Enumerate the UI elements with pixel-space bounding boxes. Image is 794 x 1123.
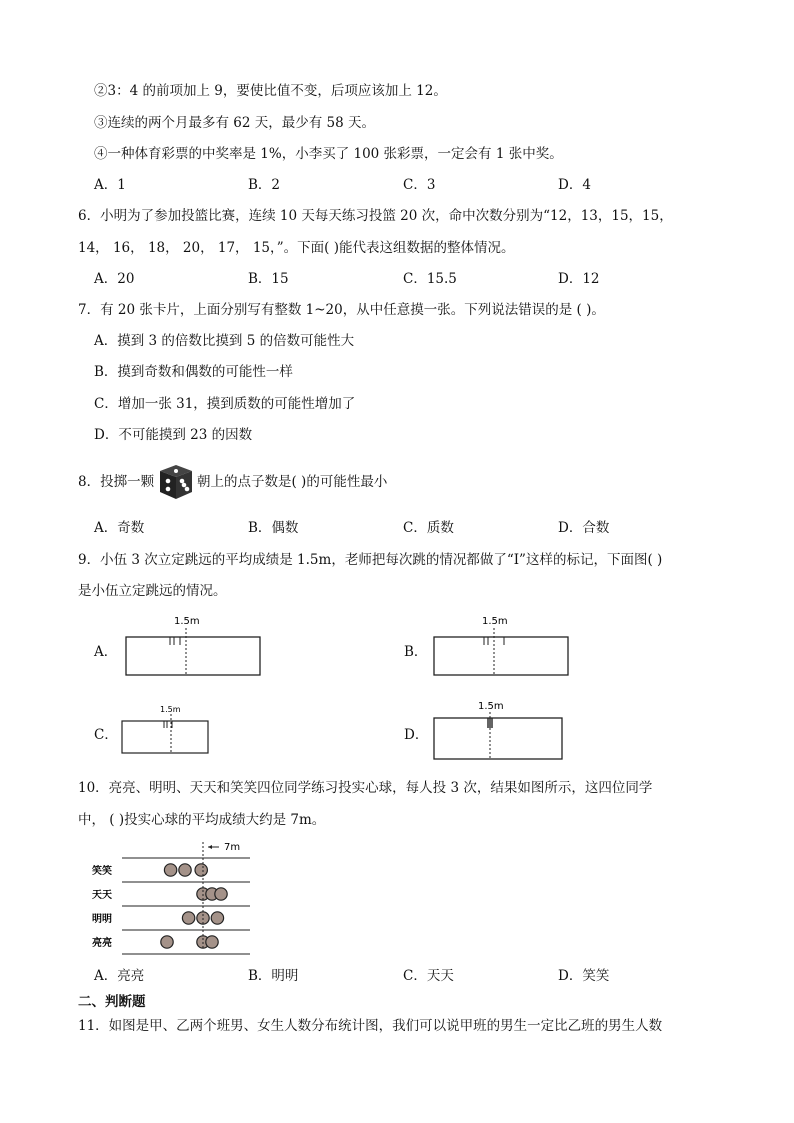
- q6-option-a: A．20: [94, 271, 135, 287]
- q10-option-a: A．亮亮: [94, 968, 145, 984]
- q9-figure-d: [432, 697, 566, 763]
- q9-fig-c-label: C．: [94, 727, 118, 743]
- q6-option-b: B．15: [248, 271, 289, 287]
- throw-point-0-2: [195, 864, 207, 876]
- q7-option-c: C．增加一张 31，摸到质数的可能性增加了: [94, 396, 356, 412]
- q10-option-c: C．天天: [403, 968, 454, 984]
- q10-option-b: B．明明: [248, 968, 299, 984]
- q5-option-b: B．2: [248, 177, 281, 193]
- q6-stem-line2: 14， 16， 18， 20， 17， 15，”。下面( )能代表这组数据的整体情况。: [78, 240, 515, 256]
- throw-point-3-2: [206, 936, 218, 948]
- q10-mark-label: 7m: [224, 842, 241, 853]
- q5-option-a: A．1: [94, 177, 126, 193]
- throw-point-0-0: [164, 864, 176, 876]
- q7-stem: 7．有 20 张卡片，上面分别写有整数 1~20，从中任意摸一张。下列说法错误的是 ( )。: [78, 302, 605, 318]
- q8-stem-a: 8．投掷一颗: [78, 474, 155, 490]
- row-label-0: 笑笑: [92, 866, 112, 877]
- statement-2: ②3：4 的前项加上 9，要使比值不变，后项应该加上 12。: [94, 83, 447, 99]
- q9-figure-c: [120, 703, 212, 755]
- q7-option-b: B．摸到奇数和偶数的可能性一样: [94, 364, 293, 380]
- row-label-3: 亮亮: [92, 938, 112, 949]
- q9-fig-b-mark-label: 1.5m: [482, 616, 508, 627]
- q7-option-d: D．不可能摸到 23 的因数: [94, 427, 253, 443]
- row-label-2: 明明: [92, 914, 112, 925]
- throw-point-3-0: [161, 936, 173, 948]
- q11-stem-line1: 11．如图是甲、乙两个班男、女生人数分布统计图，我们可以说甲班的男生一定比乙班的男生人数: [78, 1018, 663, 1034]
- q8-option-a: A．奇数: [94, 520, 145, 536]
- q9-figure-a: [124, 612, 264, 678]
- throw-point-1-2: [215, 888, 227, 900]
- statement-3: ③连续的两个月最多有 62 天，最少有 58 天。: [94, 115, 376, 131]
- q9-fig-a-mark-label: 1.5m: [174, 616, 200, 627]
- q10-stem-line1: 10．亮亮、明明、天天和笑笑四位同学练习投实心球，每人投 3 次，结果如图所示，这四位同学: [78, 780, 653, 796]
- q6-stem-line1: 6．小明为了参加投篮比赛，连续 10 天每天练习投篮 20 次，命中次数分别为“12，13，15，15，: [78, 208, 673, 224]
- dice-image: [156, 461, 196, 501]
- throw-point-2-2: [211, 912, 223, 924]
- q9-fig-d-label: D．: [404, 727, 429, 743]
- q6-option-c: C．15.5: [403, 271, 457, 287]
- q10-option-d: D．笑笑: [558, 968, 610, 984]
- section-title: 二、判断题: [78, 994, 146, 1010]
- q5-option-c: C．3: [403, 177, 436, 193]
- q5-option-d: D．4: [558, 177, 591, 193]
- q7-option-a: A．摸到 3 的倍数比摸到 5 的倍数可能性大: [94, 333, 355, 349]
- q10-throw-chart: [90, 838, 260, 958]
- row-label-1: 天天: [92, 890, 112, 901]
- q9-fig-d-mark-label: 1.5m: [478, 701, 504, 712]
- throw-point-2-0: [182, 912, 194, 924]
- q6-option-d: D．12: [558, 271, 600, 287]
- statement-4: ④一种体育彩票的中奖率是 1%，小李买了 100 张彩票，一定会有 1 张中奖。: [94, 146, 563, 162]
- q10-stem-line2: 中， ( )投实心球的平均成绩大约是 7m。: [78, 812, 326, 828]
- q9-stem-line1: 9．小伍 3 次立定跳远的平均成绩是 1.5m，老师把每次跳的情况都做了“I”这样的标记，下面图( ): [78, 552, 663, 568]
- q9-fig-b-label: B．: [404, 644, 428, 660]
- q8-option-d: D．合数: [558, 520, 610, 536]
- q8-option-c: C．质数: [403, 520, 454, 536]
- q9-stem-line2: 是小伍立定跳远的情况。: [78, 583, 227, 599]
- throw-point-0-1: [179, 864, 191, 876]
- q9-figure-b: [432, 612, 572, 678]
- q8-stem-b: 朝上的点子数是( )的可能性最小: [197, 474, 388, 490]
- q9-fig-a-label: A．: [94, 644, 118, 660]
- q9-fig-c-mark-label: 1.5m: [160, 705, 181, 714]
- q8-option-b: B．偶数: [248, 520, 299, 536]
